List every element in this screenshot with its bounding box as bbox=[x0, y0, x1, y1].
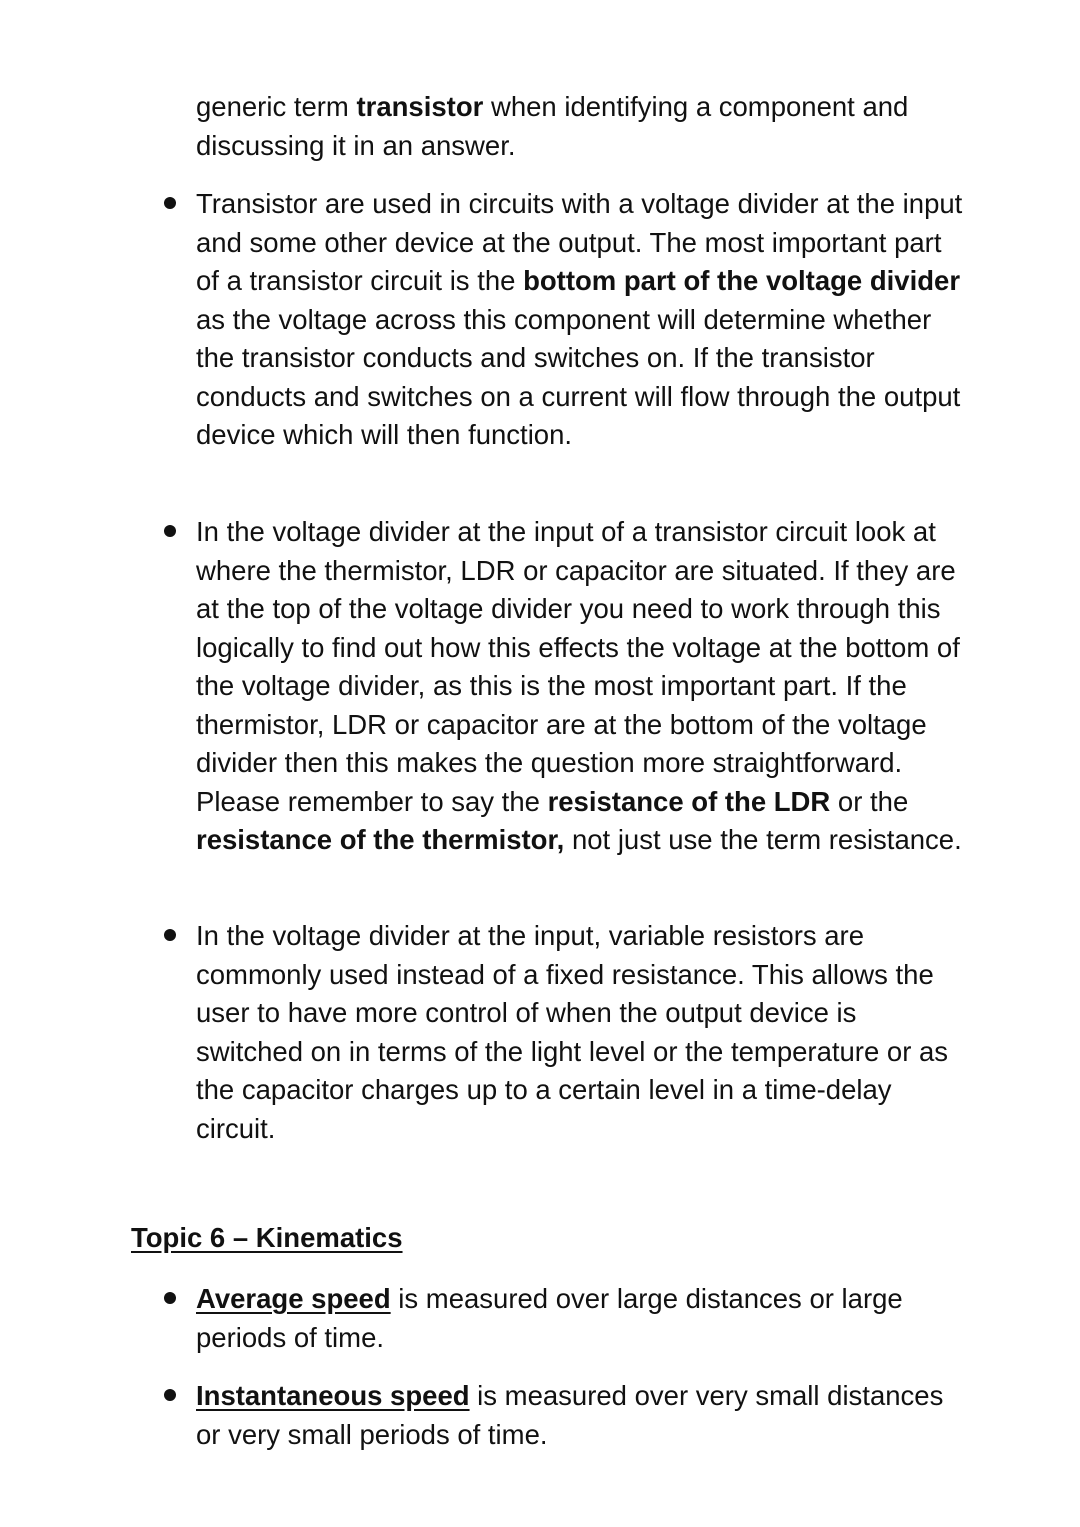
intro-paragraph: generic term transistor when identifying a component and discussing it in an answer. bbox=[196, 91, 909, 161]
bullet-paragraph-1: Transistor are used in circuits with a voltage divider at the input and some other device at the output. The most important part of a transistor circuit is the bottom part of the voltage divider as the voltage across this component will determine whether the transistor conducts and switches on. If the transistor conducts and switches on a current will flow through the output device which will then function. bbox=[196, 188, 963, 450]
bullet-icon bbox=[164, 929, 176, 941]
bold-term: resistance of the LDR bbox=[547, 785, 831, 817]
bullet-icon bbox=[164, 1292, 176, 1304]
topic-bullet-1: Average speed is measured over large distances or large periods of time. bbox=[196, 1283, 903, 1353]
bullet-icon bbox=[164, 197, 176, 209]
bold-term: bottom part of the voltage divider bbox=[523, 265, 961, 296]
bullet-icon bbox=[164, 525, 176, 537]
bullet-paragraph-2: In the voltage divider at the input of a transistor circuit look at where the thermistor, LDR or capacitor are situated. If they are at the top of the voltage divider you need to work through this logically to find out how this effects the voltage at the bottom of the voltage divider, as this is the most important part. If the thermistor, LDR or capacitor are at the bottom of the voltage divider then this makes the question more straightforward. Please remember to say the resistance of the LDR or the resistance of the thermistor, not just use the term resistance. bbox=[196, 516, 962, 855]
bold-term: resistance of the thermistor, bbox=[196, 824, 565, 855]
bold-term: Average speed bbox=[196, 1283, 391, 1314]
section-heading: Topic 6 – Kinematics bbox=[131, 1222, 403, 1253]
bullet-icon bbox=[164, 1389, 176, 1401]
bold-term: Instantaneous speed bbox=[196, 1380, 470, 1411]
bullet-paragraph-3: In the voltage divider at the input, variable resistors are commonly used instead of a fixed resistance. This allows the user to have more control of when the output device is switched on in terms of the light level or the temperature or as the capacitor charges up to a certain level in a time-delay circuit. bbox=[196, 920, 949, 1144]
topic-bullet-2: Instantaneous speed is measured over very small distances or very small periods of time. bbox=[196, 1380, 944, 1450]
bold-term: transistor bbox=[356, 91, 484, 122]
